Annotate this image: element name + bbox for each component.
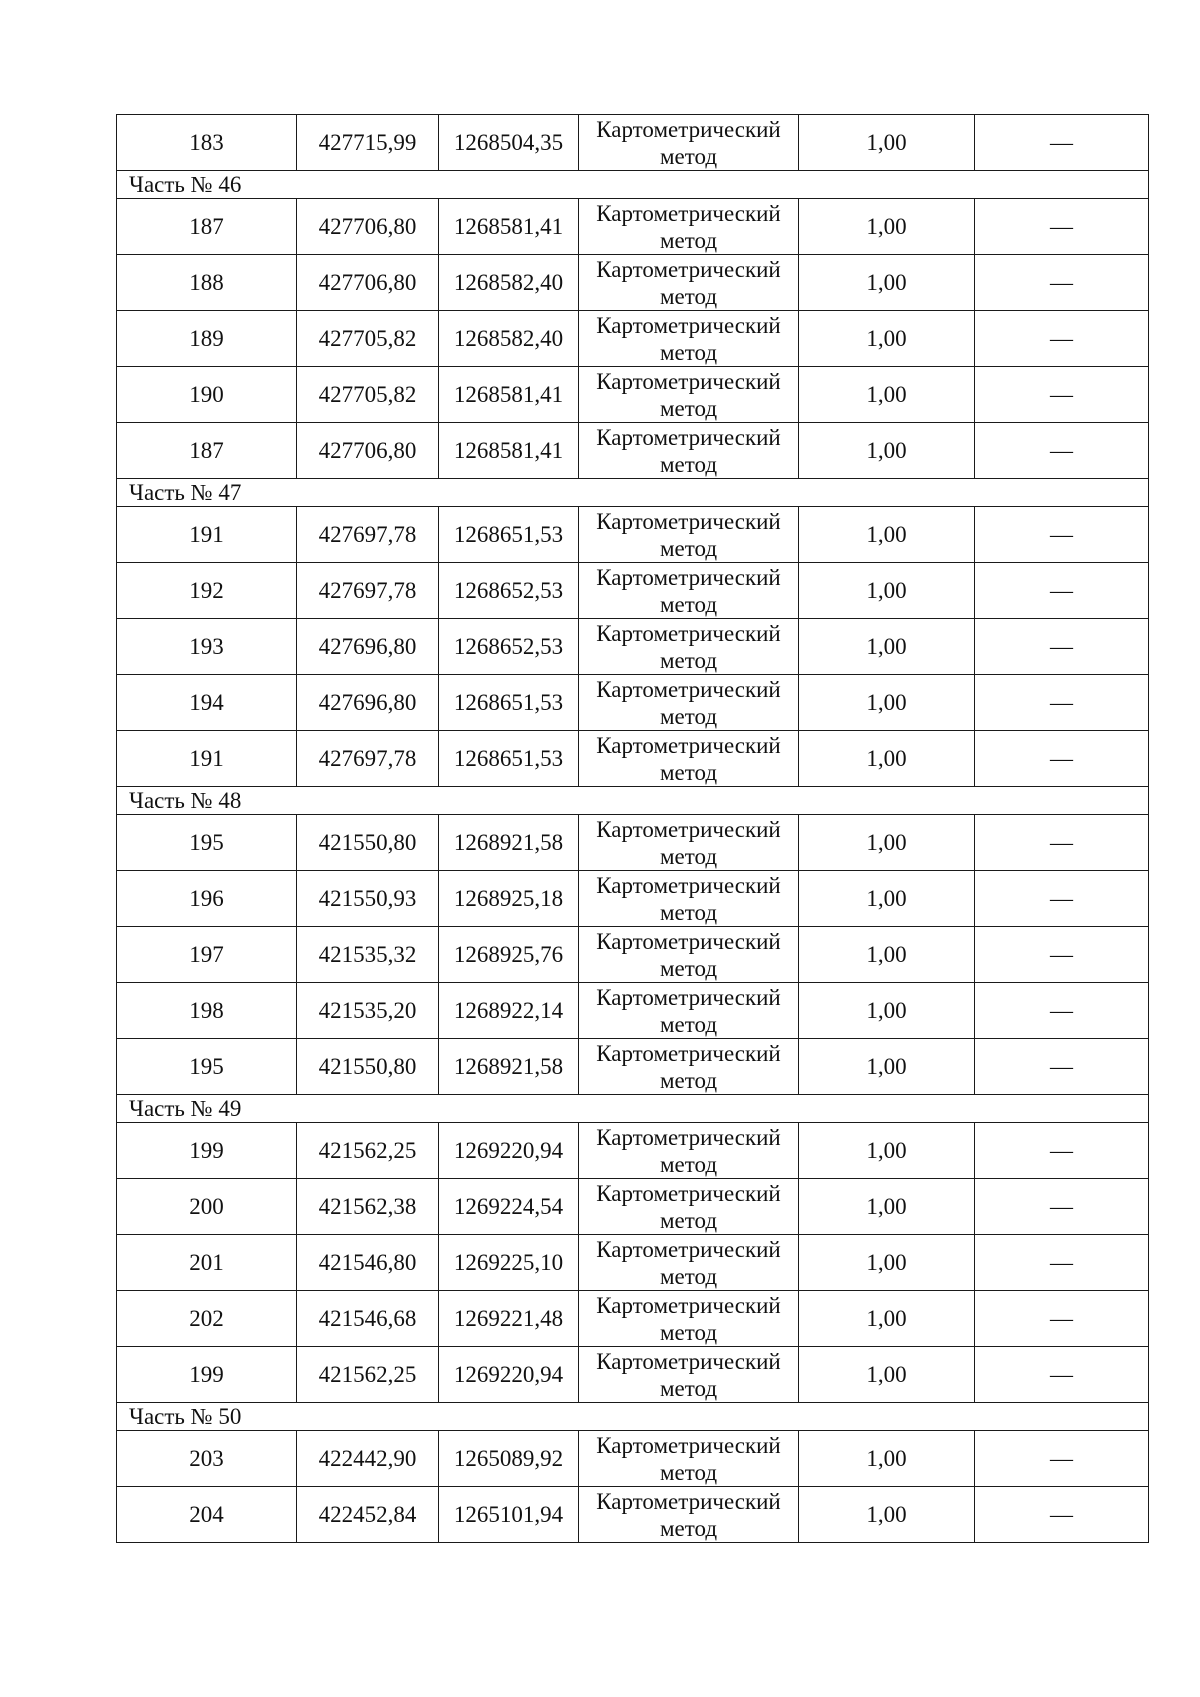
method-line-2: метод [659,759,718,785]
point-number-cell: 187 [117,199,297,255]
coord-x-cell: 421562,38 [297,1179,439,1235]
part-header-row [117,1403,1149,1431]
coord-x-cell: 421562,25 [297,1123,439,1179]
coord-y-cell: 1268581,41 [439,367,579,423]
method-cell [579,731,799,787]
method-cell [579,311,799,367]
method-cell [579,507,799,563]
table-row [117,1235,1149,1291]
method-cell [579,563,799,619]
part-label: Часть № 48 [117,787,1149,815]
table-row [117,423,1149,479]
method-cell [579,1431,799,1487]
table-row [117,619,1149,675]
coord-y-cell: 1268652,53 [439,563,579,619]
table-row [117,731,1149,787]
coordinates-table [116,114,1149,1543]
table-row [117,1039,1149,1095]
coord-x-cell: 421546,80 [297,1235,439,1291]
method-cell [579,423,799,479]
note-cell: — [975,563,1149,619]
method-line-1: Картометрический [596,1040,781,1066]
method-cell [579,199,799,255]
coord-x-cell: 421550,80 [297,1039,439,1095]
coord-x-cell: 427715,99 [297,115,439,171]
note-cell: — [975,115,1149,171]
method-line-1: Картометрический [596,1236,781,1262]
coord-x-cell: 427705,82 [297,311,439,367]
method-cell [579,619,799,675]
note-cell: — [975,731,1149,787]
method-line-2: метод [659,451,718,477]
accuracy-cell: 1,00 [799,199,975,255]
accuracy-cell: 1,00 [799,927,975,983]
method-line-2: метод [659,143,718,169]
method-line-2: метод [659,955,718,981]
accuracy-cell: 1,00 [799,367,975,423]
point-number-cell: 199 [117,1123,297,1179]
coord-x-cell: 422452,84 [297,1487,439,1543]
method-line-2: метод [659,703,718,729]
note-cell: — [975,675,1149,731]
note-cell: — [975,199,1149,255]
method-line-2: метод [659,339,718,365]
coord-x-cell: 427706,80 [297,255,439,311]
point-number-cell: 193 [117,619,297,675]
method-line-1: Картометрический [596,984,781,1010]
note-cell: — [975,311,1149,367]
point-number-cell: 199 [117,1347,297,1403]
coord-y-cell: 1268652,53 [439,619,579,675]
method-line-2: метод [659,1459,718,1485]
part-label: Часть № 50 [117,1403,1149,1431]
part-header-row [117,1095,1149,1123]
note-cell: — [975,1039,1149,1095]
coord-y-cell: 1269220,94 [439,1123,579,1179]
method-line-1: Картометрический [596,312,781,338]
table-row [117,1347,1149,1403]
method-line-1: Картометрический [596,676,781,702]
method-line-1: Картометрический [596,424,781,450]
table-row [117,871,1149,927]
method-line-1: Картометрический [596,116,781,142]
part-label: Часть № 47 [117,479,1149,507]
accuracy-cell: 1,00 [799,1039,975,1095]
method-line-1: Картометрический [596,1124,781,1150]
method-line-2: метод [659,591,718,617]
method-line-2: метод [659,647,718,673]
coord-x-cell: 427696,80 [297,619,439,675]
coord-x-cell: 427697,78 [297,507,439,563]
point-number-cell: 203 [117,1431,297,1487]
coord-x-cell: 427697,78 [297,563,439,619]
coord-y-cell: 1268504,35 [439,115,579,171]
accuracy-cell: 1,00 [799,1431,975,1487]
coord-x-cell: 427706,80 [297,423,439,479]
coord-y-cell: 1269220,94 [439,1347,579,1403]
method-line-1: Картометрический [596,1488,781,1514]
coord-y-cell: 1268651,53 [439,731,579,787]
note-cell: — [975,619,1149,675]
coord-x-cell: 421535,20 [297,983,439,1039]
note-cell: — [975,815,1149,871]
point-number-cell: 200 [117,1179,297,1235]
point-number-cell: 197 [117,927,297,983]
method-line-2: метод [659,535,718,561]
coord-x-cell: 421550,93 [297,871,439,927]
part-label: Часть № 46 [117,171,1149,199]
table-row [117,983,1149,1039]
note-cell: — [975,1487,1149,1543]
method-line-2: метод [659,1263,718,1289]
method-line-2: метод [659,283,718,309]
method-line-2: метод [659,1207,718,1233]
coord-y-cell: 1268582,40 [439,255,579,311]
coord-y-cell: 1268581,41 [439,199,579,255]
method-line-1: Картометрический [596,732,781,758]
note-cell: — [975,1123,1149,1179]
table-row [117,1179,1149,1235]
method-cell [579,115,799,171]
method-cell [579,1235,799,1291]
table-row [117,675,1149,731]
table-body [117,115,1149,1543]
accuracy-cell: 1,00 [799,563,975,619]
point-number-cell: 194 [117,675,297,731]
method-cell [579,367,799,423]
table-row [117,1123,1149,1179]
point-number-cell: 204 [117,1487,297,1543]
accuracy-cell: 1,00 [799,675,975,731]
table-row [117,563,1149,619]
accuracy-cell: 1,00 [799,1123,975,1179]
coord-x-cell: 427696,80 [297,675,439,731]
coord-y-cell: 1268925,76 [439,927,579,983]
part-header-row [117,171,1149,199]
method-line-2: метод [659,1011,718,1037]
coord-x-cell: 427706,80 [297,199,439,255]
note-cell: — [975,507,1149,563]
table-row [117,815,1149,871]
coord-y-cell: 1269225,10 [439,1235,579,1291]
table-row [117,1431,1149,1487]
method-line-2: метод [659,395,718,421]
accuracy-cell: 1,00 [799,311,975,367]
note-cell: — [975,983,1149,1039]
coord-x-cell: 427705,82 [297,367,439,423]
point-number-cell: 196 [117,871,297,927]
method-cell [579,983,799,1039]
method-line-1: Картометрический [596,816,781,842]
coord-x-cell: 421562,25 [297,1347,439,1403]
method-line-1: Картометрический [596,620,781,646]
coord-x-cell: 421550,80 [297,815,439,871]
table-row [117,199,1149,255]
point-number-cell: 183 [117,115,297,171]
accuracy-cell: 1,00 [799,1291,975,1347]
method-line-2: метод [659,227,718,253]
point-number-cell: 202 [117,1291,297,1347]
coord-x-cell: 421535,32 [297,927,439,983]
method-line-2: метод [659,843,718,869]
part-header-row [117,787,1149,815]
method-line-1: Картометрический [596,368,781,394]
accuracy-cell: 1,00 [799,1235,975,1291]
table-row [117,255,1149,311]
method-cell [579,1487,799,1543]
coord-y-cell: 1268922,14 [439,983,579,1039]
part-header-row [117,479,1149,507]
point-number-cell: 188 [117,255,297,311]
coord-y-cell: 1268651,53 [439,507,579,563]
method-line-1: Картометрический [596,564,781,590]
accuracy-cell: 1,00 [799,115,975,171]
method-line-1: Картометрический [596,256,781,282]
method-cell [579,1179,799,1235]
method-line-1: Картометрический [596,508,781,534]
note-cell: — [975,367,1149,423]
accuracy-cell: 1,00 [799,815,975,871]
accuracy-cell: 1,00 [799,983,975,1039]
note-cell: — [975,1431,1149,1487]
accuracy-cell: 1,00 [799,255,975,311]
note-cell: — [975,423,1149,479]
table-row [117,367,1149,423]
method-line-1: Картометрический [596,200,781,226]
note-cell: — [975,255,1149,311]
method-cell [579,871,799,927]
note-cell: — [975,1291,1149,1347]
note-cell: — [975,871,1149,927]
point-number-cell: 195 [117,1039,297,1095]
coord-y-cell: 1265101,94 [439,1487,579,1543]
coord-y-cell: 1269221,48 [439,1291,579,1347]
point-number-cell: 190 [117,367,297,423]
method-line-1: Картометрический [596,872,781,898]
point-number-cell: 191 [117,731,297,787]
coord-y-cell: 1268581,41 [439,423,579,479]
accuracy-cell: 1,00 [799,507,975,563]
table-row [117,507,1149,563]
method-line-1: Картометрический [596,1180,781,1206]
table-row [117,115,1149,171]
method-line-1: Картометрический [596,1432,781,1458]
method-cell [579,927,799,983]
point-number-cell: 189 [117,311,297,367]
accuracy-cell: 1,00 [799,423,975,479]
method-line-2: метод [659,899,718,925]
method-line-1: Картометрический [596,1348,781,1374]
coord-y-cell: 1268921,58 [439,815,579,871]
coord-x-cell: 421546,68 [297,1291,439,1347]
accuracy-cell: 1,00 [799,1487,975,1543]
part-label: Часть № 49 [117,1095,1149,1123]
table-row [117,927,1149,983]
point-number-cell: 192 [117,563,297,619]
note-cell: — [975,1235,1149,1291]
point-number-cell: 195 [117,815,297,871]
method-line-2: метод [659,1319,718,1345]
coord-y-cell: 1269224,54 [439,1179,579,1235]
method-line-1: Картометрический [596,1292,781,1318]
note-cell: — [975,1347,1149,1403]
coord-x-cell: 427697,78 [297,731,439,787]
accuracy-cell: 1,00 [799,1347,975,1403]
point-number-cell: 198 [117,983,297,1039]
accuracy-cell: 1,00 [799,871,975,927]
note-cell: — [975,1179,1149,1235]
accuracy-cell: 1,00 [799,619,975,675]
coord-x-cell: 422442,90 [297,1431,439,1487]
note-cell: — [975,927,1149,983]
method-cell [579,1347,799,1403]
coord-y-cell: 1268582,40 [439,311,579,367]
method-cell [579,1039,799,1095]
method-line-2: метод [659,1151,718,1177]
point-number-cell: 187 [117,423,297,479]
point-number-cell: 201 [117,1235,297,1291]
method-cell [579,675,799,731]
method-cell [579,1123,799,1179]
accuracy-cell: 1,00 [799,731,975,787]
method-line-2: метод [659,1515,718,1541]
table-row [117,1291,1149,1347]
method-cell [579,1291,799,1347]
coord-y-cell: 1268925,18 [439,871,579,927]
coord-y-cell: 1268651,53 [439,675,579,731]
coord-y-cell: 1265089,92 [439,1431,579,1487]
table-row [117,311,1149,367]
table-row [117,1487,1149,1543]
method-line-2: метод [659,1067,718,1093]
accuracy-cell: 1,00 [799,1179,975,1235]
method-cell [579,255,799,311]
coord-y-cell: 1268921,58 [439,1039,579,1095]
point-number-cell: 191 [117,507,297,563]
method-cell [579,815,799,871]
method-line-1: Картометрический [596,928,781,954]
method-line-2: метод [659,1375,718,1401]
